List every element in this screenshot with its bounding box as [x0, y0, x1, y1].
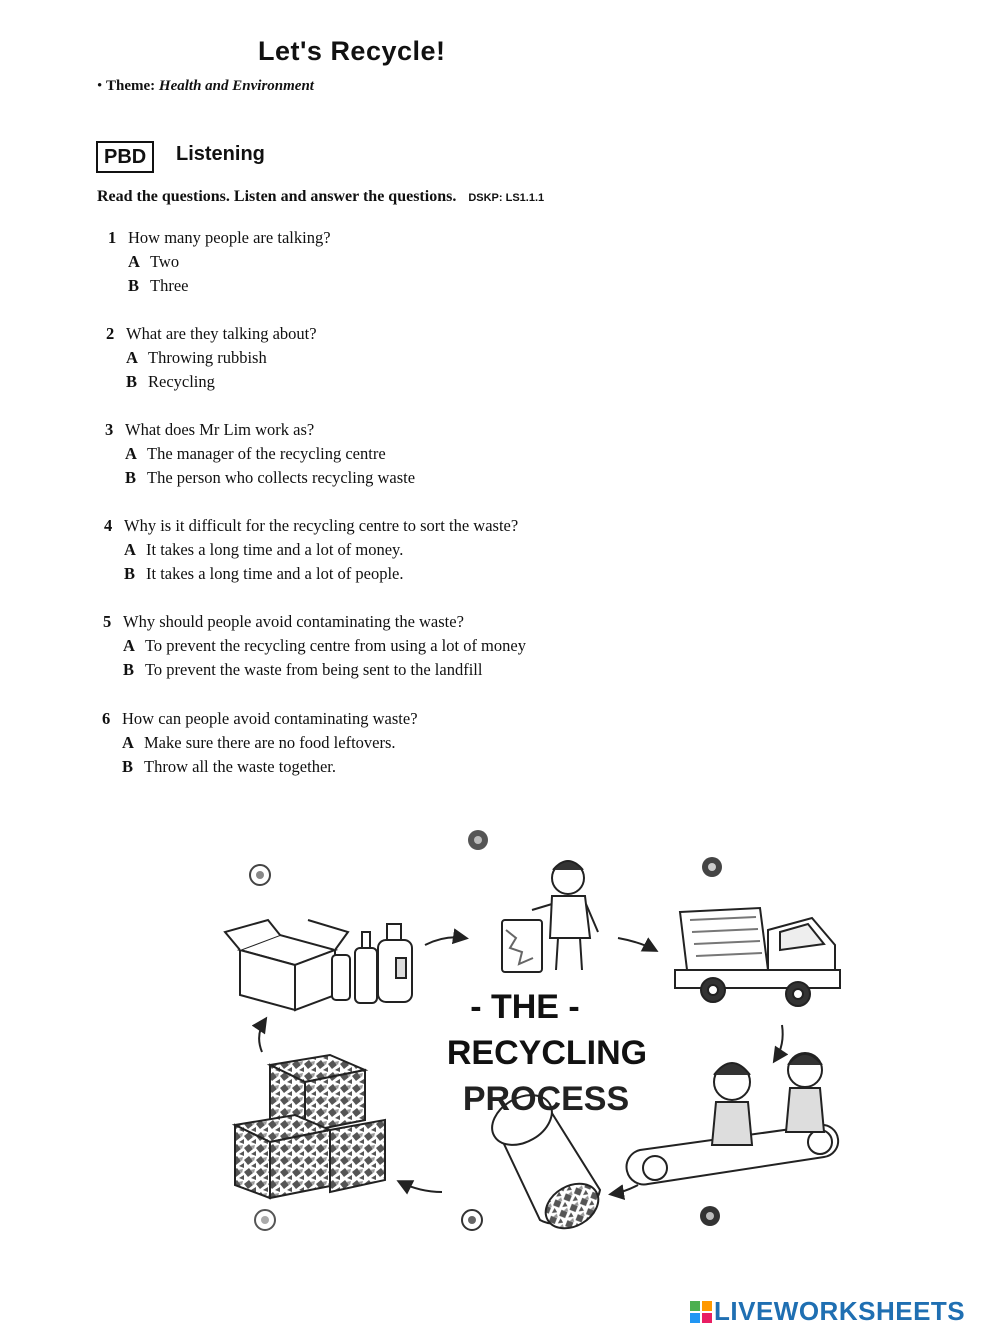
option-a[interactable]: A It takes a long time and a lot of money. [124, 540, 404, 559]
step-marker-icon [250, 865, 270, 885]
question-text: What does Mr Lim work as? [125, 420, 315, 439]
logo-icon [690, 1301, 712, 1323]
question-text: How can people avoid contaminating waste? [122, 709, 418, 728]
theme-value: Health and Environment [158, 78, 314, 94]
section-title: Listening [176, 143, 265, 165]
instruction [97, 188, 544, 206]
recycling-diagram [220, 820, 860, 1250]
diagram-title-line-3: PROCESS [462, 1080, 630, 1118]
step-marker-icon [700, 1206, 720, 1226]
option-a[interactable]: A To prevent the recycling centre from using a lot of money [123, 636, 526, 655]
question-number: 6 [102, 709, 111, 728]
question-1 [108, 226, 331, 298]
option-b[interactable]: B Throw all the waste together. [122, 757, 336, 776]
question-text: Why is it difficult for the recycling centre to sort the waste? [124, 516, 519, 535]
bullet: • [97, 78, 103, 94]
pbd-badge: PBD [96, 141, 154, 173]
question-number: 1 [108, 228, 117, 247]
diagram-title-line-1: - THE - [470, 988, 580, 1026]
question-text: What are they talking about? [126, 324, 317, 343]
step-marker-icon [255, 1210, 275, 1230]
step-marker-icon [462, 1210, 482, 1230]
question-text: How many people are talking? [128, 228, 331, 247]
question-5 [103, 610, 526, 682]
liveworksheets-logo[interactable] [690, 1296, 965, 1327]
option-a[interactable]: A Throwing rubbish [126, 348, 267, 367]
option-b[interactable]: B Three [128, 276, 189, 295]
question-number: 3 [105, 420, 114, 439]
option-a[interactable]: A The manager of the recycling centre [125, 444, 386, 463]
option-b[interactable]: B To prevent the waste from being sent to the landfill [123, 660, 483, 679]
brand-text: LIVEWORKSHEETS [714, 1296, 966, 1326]
question-2 [106, 322, 317, 394]
question-number: 2 [106, 324, 115, 343]
question-text: Why should people avoid contaminating the waste? [123, 612, 464, 631]
sorting-conveyor-icon [627, 1053, 839, 1184]
recyclables-icon [225, 920, 412, 1010]
option-a[interactable]: A Make sure there are no food leftovers. [122, 733, 396, 752]
instruction-text: Read the questions. Listen and answer the questions. [97, 188, 457, 205]
recycled-blocks-icon [235, 1055, 385, 1198]
step-marker-icon [468, 830, 488, 850]
option-b[interactable]: B It takes a long time and a lot of people. [124, 564, 404, 583]
question-6 [102, 707, 418, 779]
diagram-title-line-2: RECYCLING [446, 1034, 648, 1072]
question-3 [105, 418, 415, 490]
question-4 [104, 514, 518, 586]
question-number: 5 [103, 612, 112, 631]
question-number: 4 [104, 516, 113, 535]
step-marker-icon [702, 857, 722, 877]
page-title: Let's Recycle! [258, 36, 446, 66]
garbage-truck-icon [675, 908, 840, 1006]
theme-line [97, 78, 314, 95]
dskp-code: DSKP: LS1.1.1 [468, 192, 545, 204]
option-b[interactable]: B Recycling [126, 372, 215, 391]
option-a[interactable]: A Two [128, 252, 180, 271]
person-bin-icon [502, 861, 598, 972]
theme-label: Theme: [106, 78, 156, 94]
option-b[interactable]: B The person who collects recycling waste [125, 468, 416, 487]
